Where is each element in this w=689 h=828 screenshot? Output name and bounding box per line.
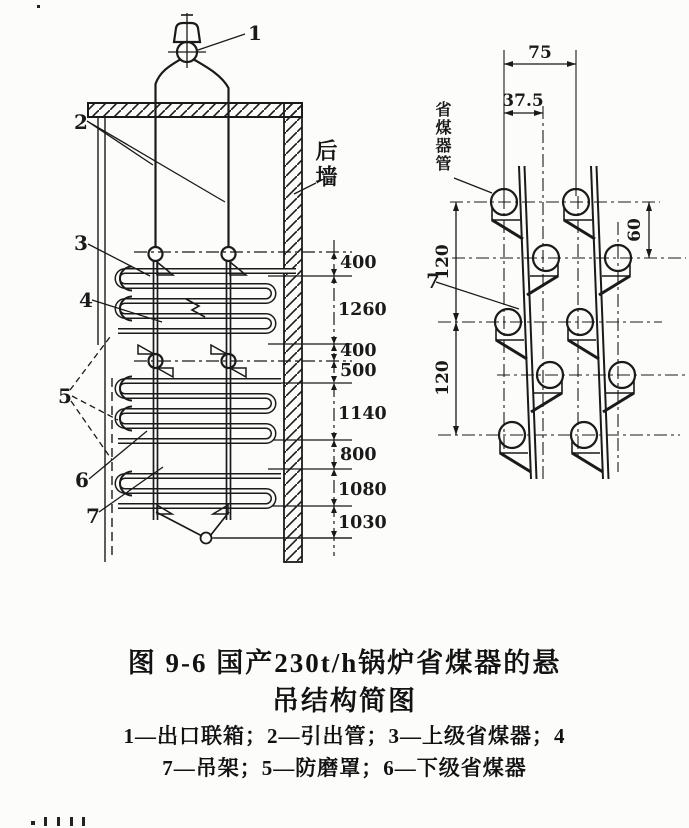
dim-1260: 1260 <box>338 300 387 320</box>
tube-section <box>599 245 631 295</box>
callout-2: 2 <box>74 110 88 134</box>
callout-7: 7 <box>86 504 100 528</box>
callout-6: 6 <box>75 468 89 492</box>
economizer-tube-label: 省煤器管 <box>433 101 450 173</box>
dim-1030: 1030 <box>338 513 387 533</box>
dim-1080: 1080 <box>338 480 387 500</box>
tube-sections <box>491 189 635 472</box>
callout-7-leader <box>436 282 519 309</box>
lower-economizer-coil-b <box>118 476 281 506</box>
dim-37-5: 37.5 <box>502 91 544 111</box>
dim-500: 500 <box>340 361 377 381</box>
tube-section <box>491 189 523 239</box>
dim-120-a: 120 <box>433 244 453 280</box>
tube-hanger-detail <box>426 43 686 480</box>
rear-wall-hatch <box>284 103 302 562</box>
tube-section <box>603 362 635 412</box>
outlet-header <box>168 13 206 68</box>
figure-title-line2: 吊结构简图 <box>272 686 417 716</box>
callout-1: 1 <box>248 21 262 45</box>
outlet-pipes <box>156 59 229 247</box>
tube-section <box>571 422 603 472</box>
tube-section <box>567 309 599 359</box>
callout-3: 3 <box>74 231 88 255</box>
rear-wall-label: 后墙 <box>313 139 338 191</box>
dim-75-group <box>504 43 576 196</box>
callout-7-detail: 7 <box>426 269 440 293</box>
tube-label-leader <box>454 178 492 193</box>
boiler-economizer-elevation <box>58 13 387 562</box>
dim-75: 75 <box>528 43 552 63</box>
upper-economizer-coil <box>118 271 297 331</box>
dim-120-group <box>433 202 459 435</box>
figure-title-line1: 图 9-6 国产230t/h锅炉省煤器的悬 <box>127 648 562 678</box>
tube-section <box>563 189 595 239</box>
dim-1140: 1140 <box>338 404 387 424</box>
top-enclosure-hatch <box>88 103 302 117</box>
figure-legend-line2: 7—吊架；5—防磨罩；6—下级省煤器 <box>162 756 527 780</box>
dim-60: 60 <box>625 218 645 242</box>
bottom-suspension <box>156 512 352 544</box>
bottom-header-circle <box>201 533 212 544</box>
figure-legend-line1: 1—出口联箱；2—引出管；3—上级省煤器；4 <box>123 724 566 748</box>
dim-37-5-group <box>502 91 543 116</box>
dim-400-lower: 400 <box>340 341 377 361</box>
callout-5: 5 <box>58 384 72 408</box>
dim-400-upper: 400 <box>340 253 377 273</box>
lower-economizer-coil-a <box>118 381 282 441</box>
tube-section <box>495 309 527 359</box>
callout-4: 4 <box>79 288 93 312</box>
center-lines <box>438 106 686 480</box>
dimension-chain <box>331 240 387 556</box>
dim-800: 800 <box>340 445 377 465</box>
tube-section <box>531 362 563 412</box>
left-casing-lines <box>98 117 112 562</box>
dim-120-b: 120 <box>433 360 453 396</box>
